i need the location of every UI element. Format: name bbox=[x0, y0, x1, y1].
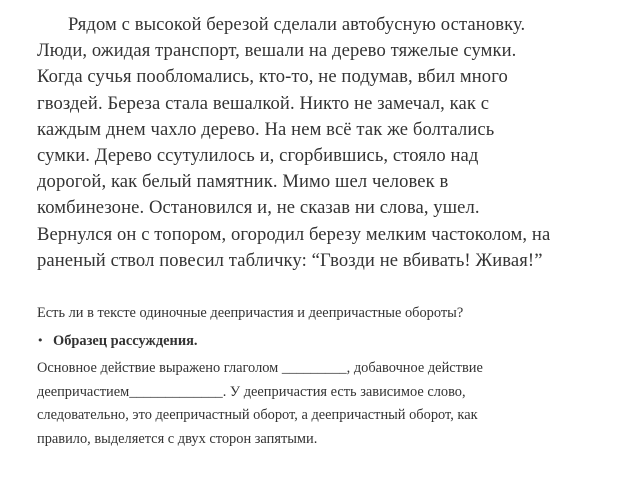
story-line: сумки. Дерево ссутулилось и, сгорбившись, стояло над bbox=[37, 145, 479, 167]
story-line: Рядом с высокой березой сделали автобусную остановку. bbox=[68, 14, 526, 35]
bullet-icon: • bbox=[37, 334, 44, 347]
answer-line: следовательно, это деепричастный оборот, а деепричастный оборот, как bbox=[37, 407, 478, 423]
story-paragraph bbox=[37, 12, 627, 274]
story-line: раненый ствол повесил табличку: “Гвозди не вбивать! Живая!” bbox=[37, 249, 543, 271]
story-line: дорогой, как белый памятник. Мимо шел человек в bbox=[37, 171, 449, 193]
sample-heading bbox=[37, 331, 198, 351]
story-line: каждым днем чахло дерево. На нем всё так же болтались bbox=[37, 118, 495, 140]
answer-line: правило, выделяется с двух сторон запятыми. bbox=[37, 430, 318, 447]
story-line: комбинезоне. Остановился и, не сказав ни слова, ушел. bbox=[37, 197, 480, 219]
story-line: Вернулся он с топором, огородил березу мелким частоколом, на bbox=[37, 223, 551, 245]
story-line: Когда сучья пообломались, кто-то, не подумав, вбил много bbox=[37, 66, 508, 88]
sample-title: Образец рассуждения. bbox=[53, 333, 198, 349]
answer-line: Основное действие выражено глаголом _________, добавочное действие bbox=[37, 360, 483, 376]
story-line: Люди, ожидая транспорт, вешали на дерево тяжелые сумки. bbox=[37, 40, 517, 62]
answer-line: деепричастием_____________. У деепричастия есть зависимое слово, bbox=[37, 383, 466, 400]
question-text: Есть ли в тексте одиночные деепричастия и деепричастные обороты? bbox=[37, 305, 464, 321]
story-line: гвоздей. Береза стала вешалкой. Никто не замечал, как с bbox=[37, 92, 490, 114]
answer-paragraph bbox=[37, 357, 627, 451]
